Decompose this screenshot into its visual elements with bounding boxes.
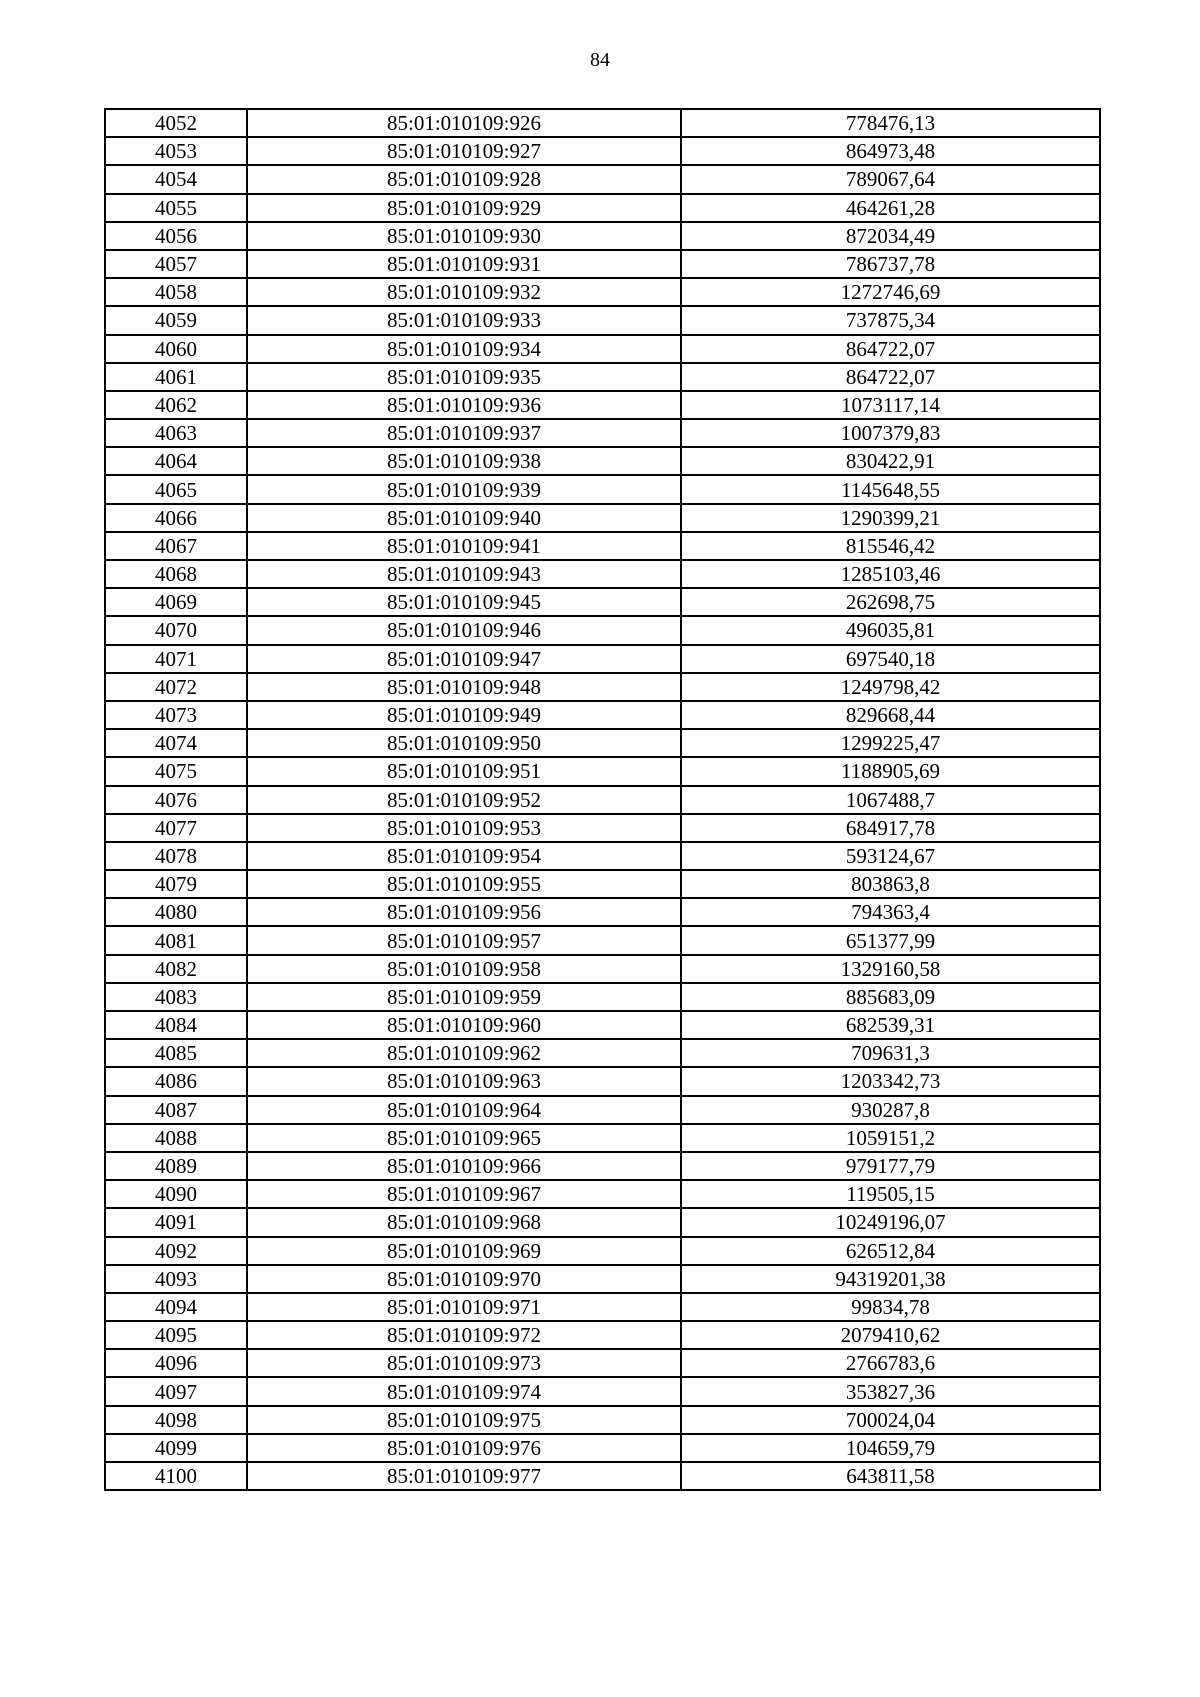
table-row: [105, 645, 1100, 673]
table-row: [105, 616, 1100, 644]
cadastral-number-cell: 85:01:010109:929: [247, 194, 681, 222]
table-row: [105, 1406, 1100, 1434]
cadastral-value-cell: 1059151,2: [681, 1124, 1100, 1152]
cadastral-number-cell: 85:01:010109:957: [247, 926, 681, 954]
table-row: [105, 983, 1100, 1011]
row-number-cell: 4086: [105, 1067, 247, 1095]
cadastral-number-cell: 85:01:010109:956: [247, 898, 681, 926]
cadastral-number-cell: 85:01:010109:969: [247, 1237, 681, 1265]
table-row: [105, 1124, 1100, 1152]
cadastral-value-table: [104, 108, 1101, 1491]
cadastral-value-cell: 1249798,42: [681, 673, 1100, 701]
table-row: [105, 729, 1100, 757]
table-row: [105, 588, 1100, 616]
cadastral-number-cell: 85:01:010109:933: [247, 306, 681, 334]
table-row: [105, 475, 1100, 503]
row-number-cell: 4079: [105, 870, 247, 898]
table-row: [105, 391, 1100, 419]
row-number-cell: 4090: [105, 1180, 247, 1208]
page-number: 84: [590, 49, 610, 71]
cadastral-number-cell: 85:01:010109:970: [247, 1265, 681, 1293]
cadastral-value-cell: 778476,13: [681, 109, 1100, 137]
table-row: [105, 1377, 1100, 1405]
cadastral-value-cell: 1145648,55: [681, 475, 1100, 503]
cadastral-value-cell: 99834,78: [681, 1293, 1100, 1321]
cadastral-number-cell: 85:01:010109:975: [247, 1406, 681, 1434]
cadastral-value-cell: 1188905,69: [681, 757, 1100, 785]
row-number-cell: 4053: [105, 137, 247, 165]
cadastral-number-cell: 85:01:010109:977: [247, 1462, 681, 1490]
cadastral-number-cell: 85:01:010109:953: [247, 814, 681, 842]
cadastral-value-cell: 930287,8: [681, 1096, 1100, 1124]
cadastral-number-cell: 85:01:010109:974: [247, 1377, 681, 1405]
row-number-cell: 4058: [105, 278, 247, 306]
cadastral-value-cell: 1290399,21: [681, 504, 1100, 532]
cadastral-value-cell: 864722,07: [681, 363, 1100, 391]
cadastral-number-cell: 85:01:010109:960: [247, 1011, 681, 1039]
cadastral-value-cell: 104659,79: [681, 1434, 1100, 1462]
cadastral-value-cell: 794363,4: [681, 898, 1100, 926]
row-number-cell: 4062: [105, 391, 247, 419]
cadastral-number-cell: 85:01:010109:976: [247, 1434, 681, 1462]
table-body: [105, 109, 1100, 1490]
cadastral-number-cell: 85:01:010109:931: [247, 250, 681, 278]
table-row: [105, 1237, 1100, 1265]
cadastral-number-cell: 85:01:010109:930: [247, 222, 681, 250]
row-number-cell: 4063: [105, 419, 247, 447]
cadastral-value-cell: 709631,3: [681, 1039, 1100, 1067]
table-row: [105, 701, 1100, 729]
row-number-cell: 4061: [105, 363, 247, 391]
row-number-cell: 4088: [105, 1124, 247, 1152]
cadastral-value-cell: 1203342,73: [681, 1067, 1100, 1095]
cadastral-number-cell: 85:01:010109:952: [247, 786, 681, 814]
cadastral-number-cell: 85:01:010109:963: [247, 1067, 681, 1095]
cadastral-value-cell: 626512,84: [681, 1237, 1100, 1265]
row-number-cell: 4068: [105, 560, 247, 588]
table-row: [105, 504, 1100, 532]
table-row: [105, 222, 1100, 250]
cadastral-value-cell: 789067,64: [681, 165, 1100, 193]
table-row: [105, 786, 1100, 814]
cadastral-number-cell: 85:01:010109:950: [247, 729, 681, 757]
cadastral-number-cell: 85:01:010109:932: [247, 278, 681, 306]
cadastral-number-cell: 85:01:010109:945: [247, 588, 681, 616]
table-row: [105, 1349, 1100, 1377]
table-row: [105, 137, 1100, 165]
row-number-cell: 4054: [105, 165, 247, 193]
row-number-cell: 4096: [105, 1349, 247, 1377]
table-row: [105, 363, 1100, 391]
row-number-cell: 4084: [105, 1011, 247, 1039]
cadastral-number-cell: 85:01:010109:928: [247, 165, 681, 193]
cadastral-number-cell: 85:01:010109:973: [247, 1349, 681, 1377]
cadastral-value-cell: 119505,15: [681, 1180, 1100, 1208]
cadastral-number-cell: 85:01:010109:951: [247, 757, 681, 785]
cadastral-number-cell: 85:01:010109:943: [247, 560, 681, 588]
cadastral-value-cell: 593124,67: [681, 842, 1100, 870]
row-number-cell: 4064: [105, 447, 247, 475]
table-row: [105, 1096, 1100, 1124]
table-row: [105, 1152, 1100, 1180]
cadastral-number-cell: 85:01:010109:959: [247, 983, 681, 1011]
cadastral-value-cell: 496035,81: [681, 616, 1100, 644]
row-number-cell: 4065: [105, 475, 247, 503]
cadastral-number-cell: 85:01:010109:966: [247, 1152, 681, 1180]
cadastral-value-cell: 737875,34: [681, 306, 1100, 334]
table-row: [105, 250, 1100, 278]
cadastral-value-cell: 643811,58: [681, 1462, 1100, 1490]
row-number-cell: 4100: [105, 1462, 247, 1490]
row-number-cell: 4083: [105, 983, 247, 1011]
row-number-cell: 4052: [105, 109, 247, 137]
table-row: [105, 1067, 1100, 1095]
table-row: [105, 560, 1100, 588]
row-number-cell: 4078: [105, 842, 247, 870]
row-number-cell: 4056: [105, 222, 247, 250]
table-row: [105, 955, 1100, 983]
row-number-cell: 4081: [105, 926, 247, 954]
table-row: [105, 532, 1100, 560]
cadastral-value-cell: 864722,07: [681, 335, 1100, 363]
row-number-cell: 4089: [105, 1152, 247, 1180]
cadastral-number-cell: 85:01:010109:938: [247, 447, 681, 475]
row-number-cell: 4071: [105, 645, 247, 673]
row-number-cell: 4072: [105, 673, 247, 701]
table-row: [105, 306, 1100, 334]
cadastral-value-cell: 10249196,07: [681, 1208, 1100, 1236]
cadastral-value-cell: 864973,48: [681, 137, 1100, 165]
cadastral-value-cell: 262698,75: [681, 588, 1100, 616]
cadastral-value-cell: 803863,8: [681, 870, 1100, 898]
row-number-cell: 4059: [105, 306, 247, 334]
cadastral-value-cell: 1272746,69: [681, 278, 1100, 306]
cadastral-value-cell: 1299225,47: [681, 729, 1100, 757]
row-number-cell: 4093: [105, 1265, 247, 1293]
cadastral-number-cell: 85:01:010109:940: [247, 504, 681, 532]
cadastral-number-cell: 85:01:010109:968: [247, 1208, 681, 1236]
cadastral-value-cell: 979177,79: [681, 1152, 1100, 1180]
table-row: [105, 419, 1100, 447]
table-row: [105, 1462, 1100, 1490]
cadastral-number-cell: 85:01:010109:946: [247, 616, 681, 644]
cadastral-number-cell: 85:01:010109:958: [247, 955, 681, 983]
row-number-cell: 4097: [105, 1377, 247, 1405]
table-row: [105, 673, 1100, 701]
cadastral-value-cell: 697540,18: [681, 645, 1100, 673]
cadastral-number-cell: 85:01:010109:954: [247, 842, 681, 870]
cadastral-number-cell: 85:01:010109:936: [247, 391, 681, 419]
row-number-cell: 4066: [105, 504, 247, 532]
table-row: [105, 814, 1100, 842]
row-number-cell: 4076: [105, 786, 247, 814]
cadastral-value-cell: 684917,78: [681, 814, 1100, 842]
row-number-cell: 4080: [105, 898, 247, 926]
cadastral-number-cell: 85:01:010109:939: [247, 475, 681, 503]
table-row: [105, 757, 1100, 785]
cadastral-value-cell: 1067488,7: [681, 786, 1100, 814]
table-row: [105, 109, 1100, 137]
table-row: [105, 842, 1100, 870]
cadastral-number-cell: 85:01:010109:967: [247, 1180, 681, 1208]
row-number-cell: 4092: [105, 1237, 247, 1265]
cadastral-number-cell: 85:01:010109:947: [247, 645, 681, 673]
row-number-cell: 4095: [105, 1321, 247, 1349]
cadastral-number-cell: 85:01:010109:955: [247, 870, 681, 898]
cadastral-number-cell: 85:01:010109:926: [247, 109, 681, 137]
row-number-cell: 4077: [105, 814, 247, 842]
cadastral-value-cell: 94319201,38: [681, 1265, 1100, 1293]
cadastral-value-cell: 1329160,58: [681, 955, 1100, 983]
table-row: [105, 1039, 1100, 1067]
cadastral-number-cell: 85:01:010109:948: [247, 673, 681, 701]
table-row: [105, 898, 1100, 926]
cadastral-value-cell: 464261,28: [681, 194, 1100, 222]
row-number-cell: 4087: [105, 1096, 247, 1124]
row-number-cell: 4091: [105, 1208, 247, 1236]
cadastral-number-cell: 85:01:010109:964: [247, 1096, 681, 1124]
row-number-cell: 4094: [105, 1293, 247, 1321]
cadastral-number-cell: 85:01:010109:937: [247, 419, 681, 447]
row-number-cell: 4060: [105, 335, 247, 363]
table-row: [105, 1434, 1100, 1462]
row-number-cell: 4085: [105, 1039, 247, 1067]
row-number-cell: 4082: [105, 955, 247, 983]
cadastral-number-cell: 85:01:010109:941: [247, 532, 681, 560]
row-number-cell: 4098: [105, 1406, 247, 1434]
cadastral-value-cell: 786737,78: [681, 250, 1100, 278]
table-row: [105, 1265, 1100, 1293]
row-number-cell: 4057: [105, 250, 247, 278]
cadastral-value-cell: 1285103,46: [681, 560, 1100, 588]
cadastral-value-cell: 830422,91: [681, 447, 1100, 475]
cadastral-number-cell: 85:01:010109:962: [247, 1039, 681, 1067]
row-number-cell: 4074: [105, 729, 247, 757]
row-number-cell: 4069: [105, 588, 247, 616]
row-number-cell: 4075: [105, 757, 247, 785]
row-number-cell: 4099: [105, 1434, 247, 1462]
cadastral-value-cell: 1073117,14: [681, 391, 1100, 419]
cadastral-value-cell: 872034,49: [681, 222, 1100, 250]
cadastral-number-cell: 85:01:010109:949: [247, 701, 681, 729]
row-number-cell: 4070: [105, 616, 247, 644]
cadastral-number-cell: 85:01:010109:965: [247, 1124, 681, 1152]
table-row: [105, 165, 1100, 193]
cadastral-number-cell: 85:01:010109:934: [247, 335, 681, 363]
table-row: [105, 335, 1100, 363]
cadastral-value-cell: 1007379,83: [681, 419, 1100, 447]
cadastral-number-cell: 85:01:010109:935: [247, 363, 681, 391]
row-number-cell: 4055: [105, 194, 247, 222]
table-row: [105, 1208, 1100, 1236]
table-row: [105, 194, 1100, 222]
cadastral-value-cell: 682539,31: [681, 1011, 1100, 1039]
cadastral-value-cell: 353827,36: [681, 1377, 1100, 1405]
cadastral-number-cell: 85:01:010109:972: [247, 1321, 681, 1349]
row-number-cell: 4067: [105, 532, 247, 560]
cadastral-value-cell: 651377,99: [681, 926, 1100, 954]
table-row: [105, 1321, 1100, 1349]
table-row: [105, 870, 1100, 898]
cadastral-value-cell: 885683,09: [681, 983, 1100, 1011]
cadastral-number-cell: 85:01:010109:971: [247, 1293, 681, 1321]
table-row: [105, 1011, 1100, 1039]
cadastral-value-cell: 2766783,6: [681, 1349, 1100, 1377]
table-row: [105, 278, 1100, 306]
table-row: [105, 1293, 1100, 1321]
table-row: [105, 926, 1100, 954]
table-row: [105, 447, 1100, 475]
cadastral-value-cell: 700024,04: [681, 1406, 1100, 1434]
cadastral-number-cell: 85:01:010109:927: [247, 137, 681, 165]
cadastral-value-cell: 829668,44: [681, 701, 1100, 729]
table-row: [105, 1180, 1100, 1208]
row-number-cell: 4073: [105, 701, 247, 729]
cadastral-value-cell: 815546,42: [681, 532, 1100, 560]
cadastral-value-cell: 2079410,62: [681, 1321, 1100, 1349]
